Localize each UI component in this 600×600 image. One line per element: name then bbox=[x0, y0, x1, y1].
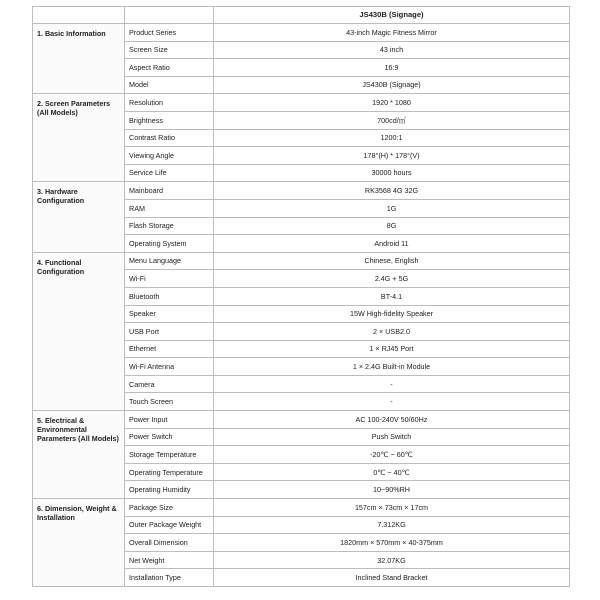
param-value: 8G bbox=[214, 217, 570, 235]
param-label: Contrast Ratio bbox=[125, 129, 214, 147]
param-value: Android 11 bbox=[214, 235, 570, 253]
section-title: 1. Basic Information bbox=[33, 24, 125, 94]
param-value: RK3568 4G 32G bbox=[214, 182, 570, 200]
param-value: 1920 * 1080 bbox=[214, 94, 570, 112]
param-label: USB Port bbox=[125, 323, 214, 341]
param-value: 32.07KG bbox=[214, 551, 570, 569]
section-title: 6. Dimension, Weight & Installation bbox=[33, 499, 125, 587]
param-value: 1G bbox=[214, 199, 570, 217]
spec-row bbox=[33, 499, 570, 517]
param-label: Service Life bbox=[125, 164, 214, 182]
param-label: RAM bbox=[125, 199, 214, 217]
param-label: Viewing Angle bbox=[125, 147, 214, 165]
param-label: Installation Type bbox=[125, 569, 214, 587]
param-label: Product Series bbox=[125, 24, 214, 42]
section-title: 2. Screen Parameters (All Models) bbox=[33, 94, 125, 182]
param-label: Speaker bbox=[125, 305, 214, 323]
param-value: 10~90%RH bbox=[214, 481, 570, 499]
param-label: Touch Screen bbox=[125, 393, 214, 411]
spec-table bbox=[32, 6, 570, 587]
header-param-cell bbox=[125, 7, 214, 24]
param-label: Flash Storage bbox=[125, 217, 214, 235]
param-value: 2 × USB2.0 bbox=[214, 323, 570, 341]
param-label: Aspect Ratio bbox=[125, 59, 214, 77]
param-label: Ethernet bbox=[125, 340, 214, 358]
param-value: 16:9 bbox=[214, 59, 570, 77]
param-label: Camera bbox=[125, 375, 214, 393]
param-value: 1200:1 bbox=[214, 129, 570, 147]
param-value: 157cm × 73cm × 17cm bbox=[214, 499, 570, 517]
param-label: Operating Humidity bbox=[125, 481, 214, 499]
param-value: 1 × RJ45 Port bbox=[214, 340, 570, 358]
param-label: Operating Temperature bbox=[125, 463, 214, 481]
param-value: -20℃ ~ 60℃ bbox=[214, 446, 570, 464]
param-value: 7.312KG bbox=[214, 516, 570, 534]
spec-row bbox=[33, 182, 570, 200]
param-label: Operating System bbox=[125, 235, 214, 253]
param-label: Outer Package Weight bbox=[125, 516, 214, 534]
spec-row bbox=[33, 411, 570, 429]
param-label: Storage Temperature bbox=[125, 446, 214, 464]
param-value: JS430B (Signage) bbox=[214, 76, 570, 94]
param-label: Model bbox=[125, 76, 214, 94]
param-value: - bbox=[214, 393, 570, 411]
param-value: BT-4.1 bbox=[214, 287, 570, 305]
param-label: Power Switch bbox=[125, 428, 214, 446]
header-row bbox=[33, 7, 570, 24]
spec-table-body bbox=[33, 7, 570, 587]
spec-row bbox=[33, 24, 570, 42]
section-title: 3. Hardware Configuration bbox=[33, 182, 125, 252]
param-label: Menu Language bbox=[125, 252, 214, 270]
param-value: 1 × 2.4G Built-in Module bbox=[214, 358, 570, 376]
param-value: AC 100-240V 50/60Hz bbox=[214, 411, 570, 429]
param-label: Net Weight bbox=[125, 551, 214, 569]
header-model-cell: JS430B (Signage) bbox=[214, 7, 570, 24]
param-value: 0℃ ~ 40℃ bbox=[214, 463, 570, 481]
param-value: - bbox=[214, 375, 570, 393]
param-label: Mainboard bbox=[125, 182, 214, 200]
param-label: Screen Size bbox=[125, 41, 214, 59]
param-value: 700cd/㎡ bbox=[214, 111, 570, 129]
param-label: Wi-Fi Antenna bbox=[125, 358, 214, 376]
param-label: Wi-Fi bbox=[125, 270, 214, 288]
section-title: 5. Electrical & Environmental Parameters (All Models) bbox=[33, 411, 125, 499]
param-label: Brightness bbox=[125, 111, 214, 129]
param-value: 1820mm × 570mm × 40-375mm bbox=[214, 534, 570, 552]
param-value: 43-inch Magic Fitness Mirror bbox=[214, 24, 570, 42]
param-label: Resolution bbox=[125, 94, 214, 112]
param-value: Chinese, English bbox=[214, 252, 570, 270]
param-value: 15W High-fidelity Speaker bbox=[214, 305, 570, 323]
param-label: Power Input bbox=[125, 411, 214, 429]
param-value: Inclined Stand Bracket bbox=[214, 569, 570, 587]
section-title: 4. Functional Configuration bbox=[33, 252, 125, 410]
spec-row bbox=[33, 252, 570, 270]
param-label: Package Size bbox=[125, 499, 214, 517]
param-label: Overall Dimension bbox=[125, 534, 214, 552]
param-value: 30000 hours bbox=[214, 164, 570, 182]
param-value: 43 inch bbox=[214, 41, 570, 59]
param-value: Push Switch bbox=[214, 428, 570, 446]
param-label: Bluetooth bbox=[125, 287, 214, 305]
param-value: 2.4G + 5G bbox=[214, 270, 570, 288]
spec-row bbox=[33, 94, 570, 112]
param-value: 178°(H) * 178°(V) bbox=[214, 147, 570, 165]
header-corner-cell bbox=[33, 7, 125, 24]
